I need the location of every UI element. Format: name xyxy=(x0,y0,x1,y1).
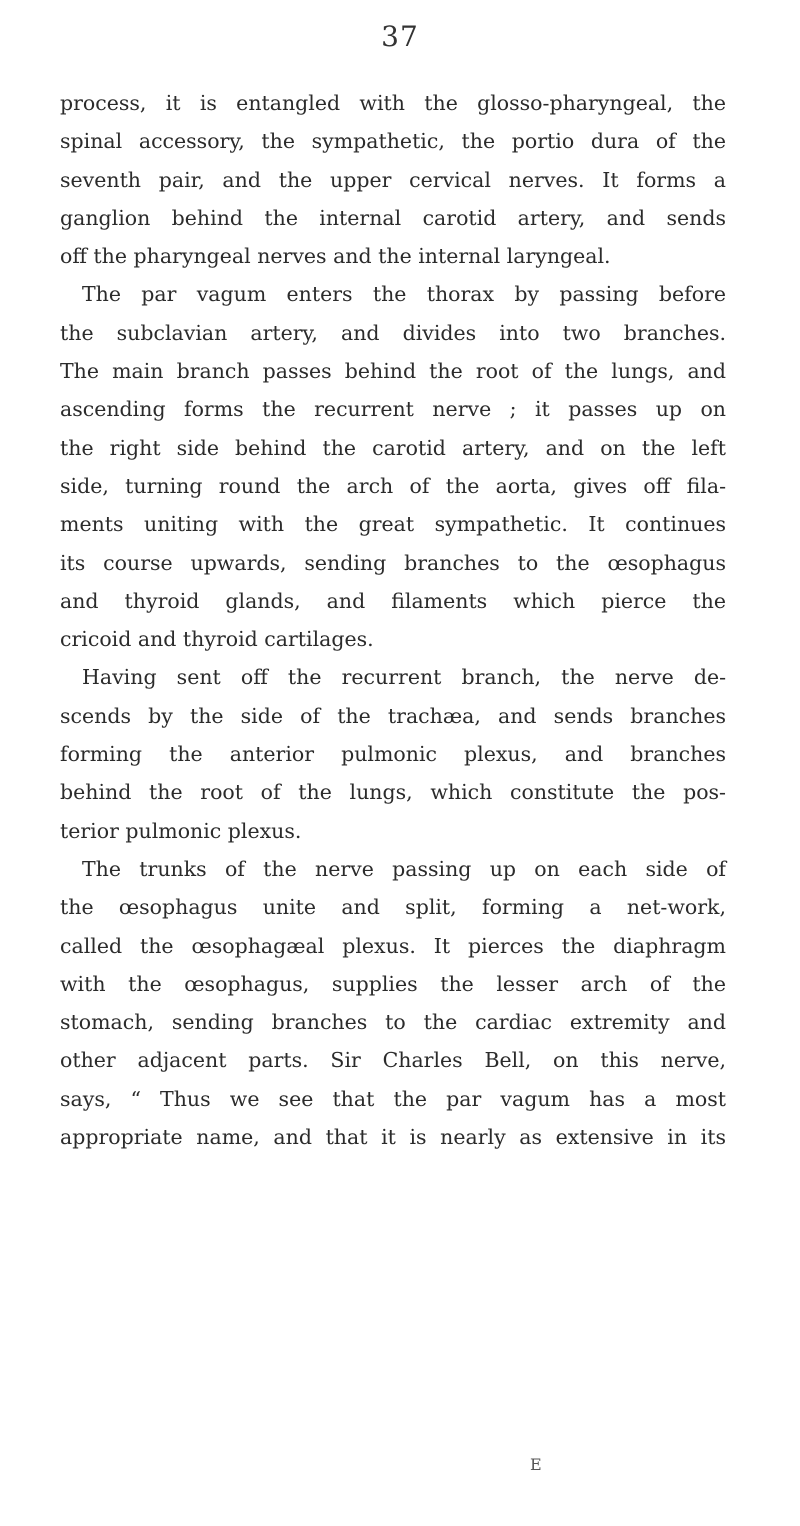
body-text xyxy=(60,84,726,1156)
text-line: the subclavian artery, and divides into two branches. xyxy=(60,320,726,345)
text-line: process, it is entangled with the glosso-pharyngeal, the xyxy=(60,91,726,115)
text-line: behind the root of the lungs, which constitute the pos- xyxy=(60,780,726,805)
text-line: forming the anterior pulmonic plexus, and branches xyxy=(60,742,726,767)
page-number: 37 xyxy=(381,20,419,53)
text-line: says, “ Thus we see that the par vagum has a most xyxy=(60,1086,726,1111)
text-line: seventh pair, and the upper cervical nerves. It forms a xyxy=(60,167,726,192)
text-line: side, turning round the arch of the aorta, gives off fila- xyxy=(60,473,726,498)
text-line: ments uniting with the great sympathetic. It continues xyxy=(60,512,726,537)
text-line: the œsophagus unite and split, forming a net-work, xyxy=(60,895,726,920)
text-line: with the œsophagus, supplies the lesser arch of the xyxy=(60,971,726,996)
text-line: called the œsophagæal plexus. It pierces the diaphragm xyxy=(60,933,726,958)
text-line: appropriate name, and that it is nearly as extensive in its xyxy=(60,1125,726,1150)
text-line: scends by the side of the trachæa, and sends branches xyxy=(60,703,726,728)
text-line: its course upwards, sending branches to the œsophagus xyxy=(60,550,726,575)
text-line: cricoid and thyroid cartilages. xyxy=(60,627,374,652)
text-line: The trunks of the nerve passing up on each side of xyxy=(82,856,726,881)
text-line: The main branch passes behind the root of the lungs, and xyxy=(60,359,726,384)
text-line: off the pharyngeal nerves and the internal laryngeal. xyxy=(60,244,611,269)
text-line: ascending forms the recurrent nerve ; it passes up on xyxy=(60,397,726,422)
text-line: and thyroid glands, and filaments which pierce the xyxy=(60,588,726,613)
text-line: terior pulmonic plexus. xyxy=(60,818,302,843)
text-line: other adjacent parts. Sir Charles Bell, on this nerve, xyxy=(60,1048,726,1073)
signature-mark: E xyxy=(530,1455,542,1474)
text-line: stomach, sending branches to the cardiac extremity and xyxy=(60,1010,726,1035)
text-line: spinal accessory, the sympathetic, the portio dura of the xyxy=(60,129,726,154)
text-line: The par vagum enters the thorax by passing before xyxy=(82,282,726,307)
text-line: the right side behind the carotid artery, and on the left xyxy=(60,435,726,460)
text-line: Having sent off the recurrent branch, the nerve de- xyxy=(82,665,726,690)
text-line: ganglion behind the internal carotid artery, and sends xyxy=(60,205,726,230)
